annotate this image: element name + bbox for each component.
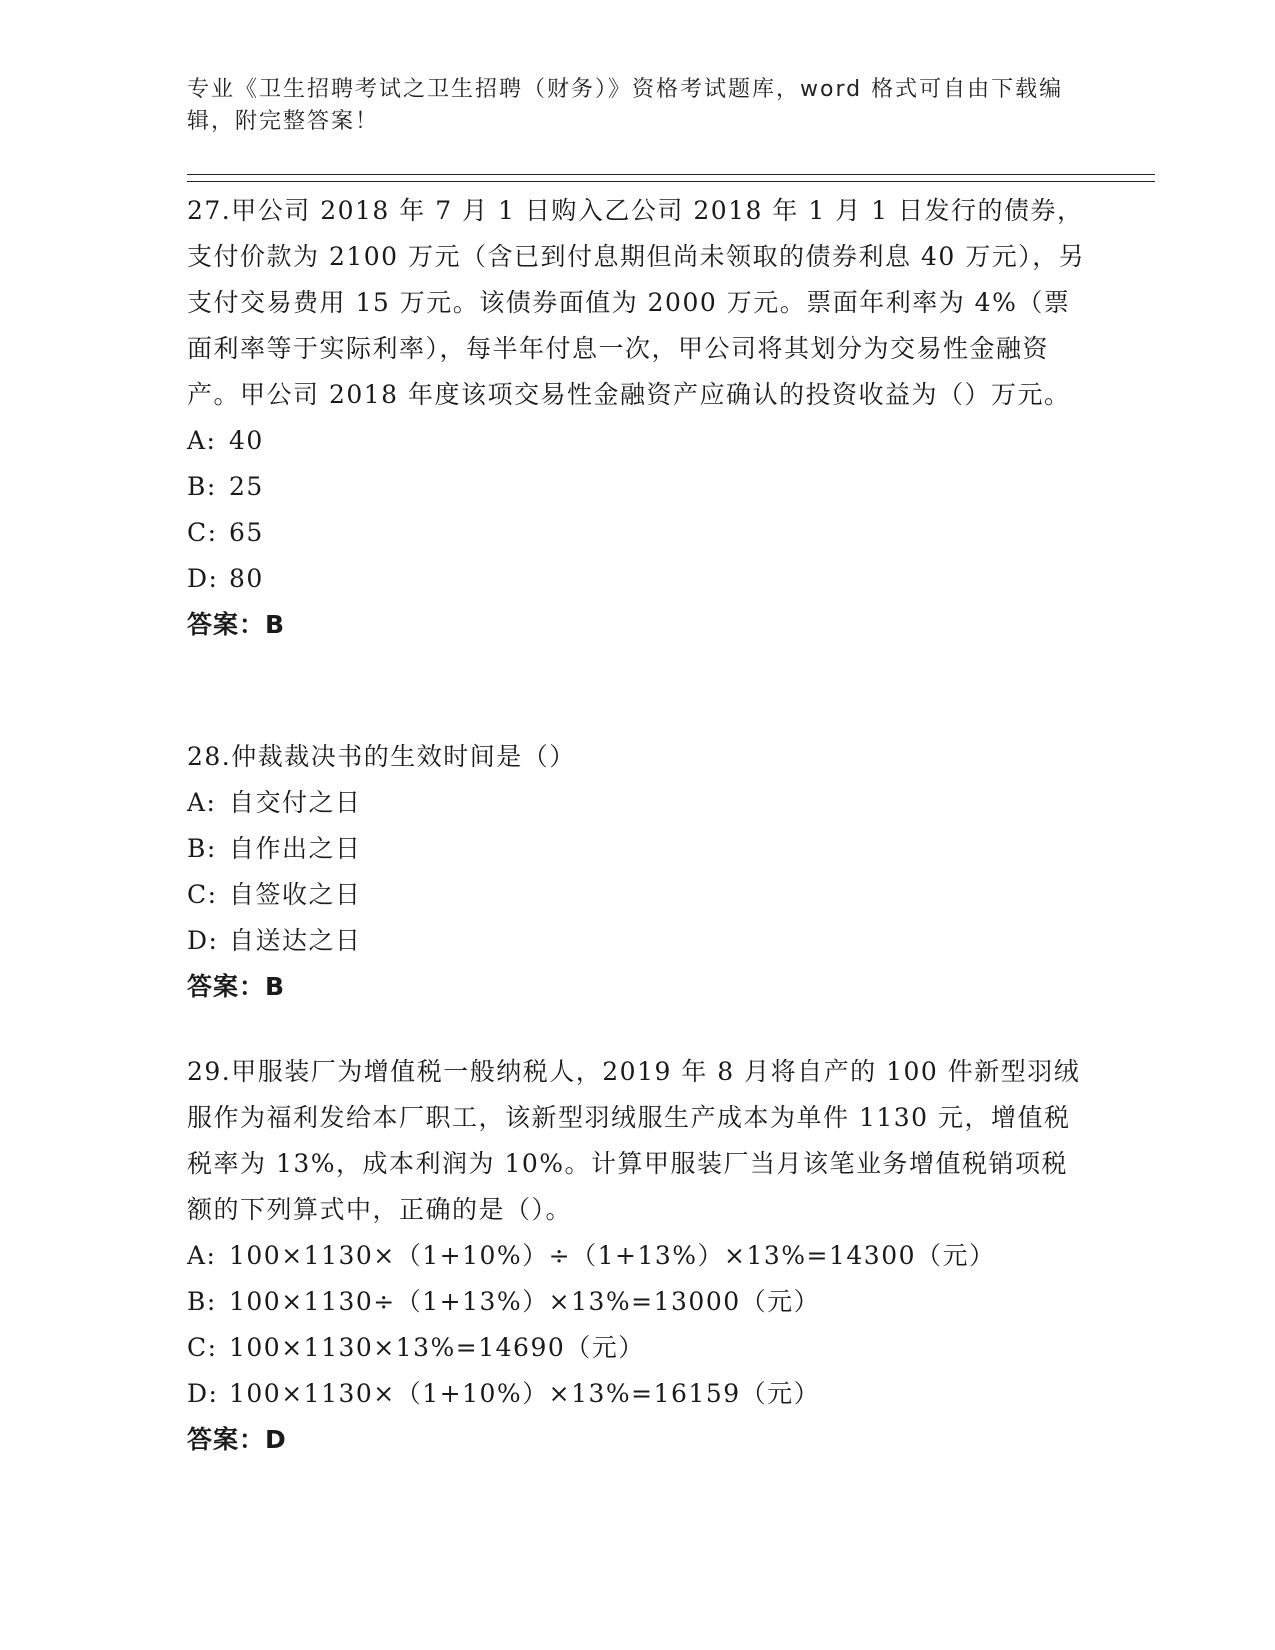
question-27 [187,188,1087,648]
header-divider-top [187,174,1155,175]
option-a [187,780,1087,826]
option-text: 100×1130÷（1+13%）×13%=13000（元） [229,1287,821,1316]
option-letter: A: [187,788,217,817]
document-header: 专业《卫生招聘考试之卫生招聘（财务）》资格考试题库，word 格式可自由下载编辑，附完整答案！ [187,77,1064,134]
question-28 [187,734,1087,1010]
option-text: 25 [229,472,264,501]
option-text: 100×1130×（1+10%）÷（1+13%）×13%=14300（元） [229,1241,996,1270]
option-letter: A: [187,426,217,455]
option-d [187,556,1087,602]
option-c [187,872,1087,918]
option-letter: B: [187,472,217,501]
option-text: 65 [229,518,264,547]
option-letter: B: [187,834,217,863]
option-letter: B: [187,1287,217,1316]
option-letter: C: [187,518,218,547]
option-a [187,418,1087,464]
option-a [187,1233,1087,1279]
option-letter: C: [187,880,218,909]
option-letter: D: [187,564,219,593]
option-letter: D: [187,926,219,955]
option-text: 自送达之日 [229,926,362,955]
header-divider-bottom [187,181,1155,182]
option-c [187,510,1087,556]
option-c [187,1325,1087,1371]
option-text: 自作出之日 [229,834,362,863]
question-stem: 27.甲公司 2018 年 7 月 1 日购入乙公司 2018 年 1 月 1 日发行的债券，支付价款为 2100 万元（含已到付息期但尚未领取的债券利息 40 万元），另支付交易费用 15 万元。该债券面值为 2000 万元。票面年利率为 4%（票面利率等于实际利率），每半年付息一次，甲公司将其划分为交易性金融资产。甲公司 2018 年度该项交易性金融资产应确认的投资收益为（）万元。 [187,196,1086,409]
option-text: 80 [229,564,264,593]
option-text: 40 [229,426,264,455]
option-b [187,826,1087,872]
question-29 [187,1049,1087,1463]
option-letter: C: [187,1333,218,1362]
question-stem: 29.甲服装厂为增值税一般纳税人，2019 年 8 月将自产的 100 件新型羽绒服作为福利发给本厂职工，该新型羽绒服生产成本为单件 1130 元，增值税税率为 13%，成本利润为 10%。计算甲服装厂当月该笔业务增值税销项税额的下列算式中，正确的是（）。 [187,1057,1081,1224]
option-d [187,918,1087,964]
answer-line: 答案：D [187,1425,287,1454]
option-text: 100×1130×（1+10%）×13%=16159（元） [229,1379,821,1408]
option-b [187,1279,1087,1325]
option-letter: A: [187,1241,217,1270]
option-d [187,1371,1087,1417]
answer-line: 答案：B [187,972,286,1001]
answer-line: 答案：B [187,610,286,639]
option-text: 自交付之日 [229,788,362,817]
question-stem: 28.仲裁裁决书的生效时间是（） [187,742,576,771]
option-letter: D: [187,1379,219,1408]
option-text: 100×1130×13%=14690（元） [229,1333,645,1362]
option-text: 自签收之日 [229,880,362,909]
option-b [187,464,1087,510]
